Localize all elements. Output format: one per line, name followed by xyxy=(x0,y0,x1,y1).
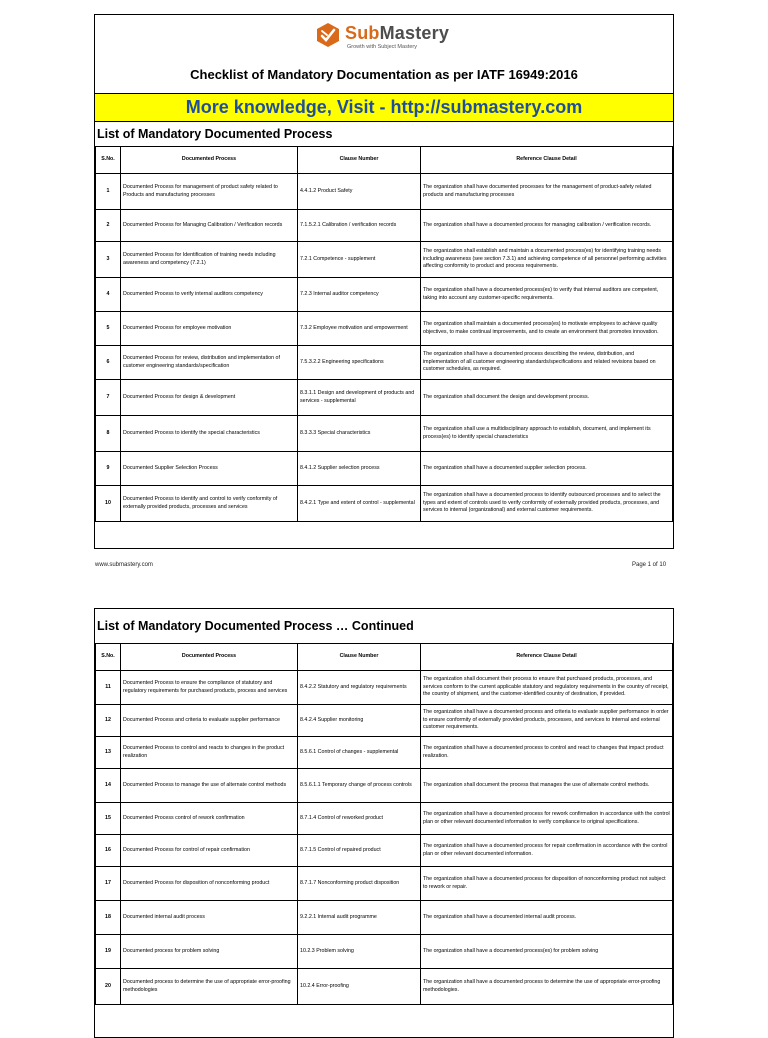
table-row xyxy=(96,380,673,416)
process-cell: Documented Process to manage the use of alternate control methods xyxy=(121,769,298,803)
clause-cell: 7.3.2 Employee motivation and empowerment xyxy=(298,312,421,346)
clause-cell: 8.4.2.1 Type and extent of control - supplemental xyxy=(298,486,421,522)
clause-cell: 7.1.5.2.1 Calibration / verification records xyxy=(298,210,421,242)
sno-cell: 4 xyxy=(96,278,121,312)
clause-cell: 7.5.3.2.2 Engineering specifications xyxy=(298,346,421,380)
process-cell: Documented Process to ensure the compliance of statutory and regulatory requirements for purchased products, process and services xyxy=(121,671,298,705)
clause-cell: 8.7.1.7 Nonconforming product disposition xyxy=(298,867,421,901)
mandatory-process-table-continued xyxy=(95,643,673,1005)
sno-cell: 1 xyxy=(96,174,121,210)
col-header-detail: Reference Clause Detail xyxy=(421,147,673,174)
table-row xyxy=(96,705,673,737)
clause-cell: 9.2.2.1 Internal audit programme xyxy=(298,901,421,935)
logo-wordmark xyxy=(345,23,449,44)
sno-cell: 12 xyxy=(96,705,121,737)
website-banner[interactable]: More knowledge, Visit - http://submastery.com xyxy=(95,93,673,122)
detail-cell: The organization shall document the process that manages the use of alternate control methods. xyxy=(421,769,673,803)
process-cell: Documented Process to identify the special characteristics xyxy=(121,416,298,452)
detail-cell: The organization shall have a documented process to control and react to changes that impact product realization. xyxy=(421,737,673,769)
col-header-sno: S.No. xyxy=(96,644,121,671)
detail-cell: The organization shall have a documented supplier selection process. xyxy=(421,452,673,486)
checklist-page-1 xyxy=(94,14,674,549)
detail-cell: The organization shall have a documented process and criteria to evaluate supplier performance in order to ensure conformity of externally provided products, processes, and services to internal and external customer requirements. xyxy=(421,705,673,737)
col-header-process: Documented Process xyxy=(121,644,298,671)
process-cell: Documented Process for control of repair confirmation xyxy=(121,835,298,867)
sno-cell: 7 xyxy=(96,380,121,416)
detail-cell: The organization shall have a documented process for repair confirmation in accordance with the control plan or other relevant documented information. xyxy=(421,835,673,867)
detail-cell: The organization shall have a documented process to determine the use of appropriate error-proofing methodologies. xyxy=(421,969,673,1005)
detail-cell: The organization shall have a documented process for disposition of nonconforming product not subject to rework or repair. xyxy=(421,867,673,901)
sno-cell: 6 xyxy=(96,346,121,380)
process-cell: Documented Process for Managing Calibration / Verification records xyxy=(121,210,298,242)
clause-cell: 8.7.1.4 Control of reworked product xyxy=(298,803,421,835)
clause-cell: 7.2.1 Competence - supplement xyxy=(298,242,421,278)
col-header-sno: S.No. xyxy=(96,147,121,174)
header xyxy=(95,15,673,93)
process-cell: Documented internal audit process xyxy=(121,901,298,935)
table-row xyxy=(96,416,673,452)
detail-cell: The organization shall establish and maintain a documented process(es) for identifying training needs including awareness (see section 7.3.1) and achieving competence of all personnel performing activities affecting conformity to product and process requirements. xyxy=(421,242,673,278)
process-cell: Documented Process to verify internal auditors competency xyxy=(121,278,298,312)
process-cell: Documented process for problem solving xyxy=(121,935,298,969)
clause-cell: 8.4.2.2 Statutory and regulatory requirements xyxy=(298,671,421,705)
table-header-row xyxy=(96,147,673,174)
table-body xyxy=(96,671,673,1005)
clause-cell: 10.2.3 Problem solving xyxy=(298,935,421,969)
detail-cell: The organization shall document the design and development process. xyxy=(421,380,673,416)
sno-cell: 18 xyxy=(96,901,121,935)
table-row xyxy=(96,210,673,242)
detail-cell: The organization shall have documented processes for the management of product-safety related products and manufacturing processes xyxy=(421,174,673,210)
footer-website-link[interactable]: www.submastery.com xyxy=(95,562,153,568)
table-row xyxy=(96,803,673,835)
detail-cell: The organization shall have a documented process(es) to verify that internal auditors are competent, taking into account any customer-specific requirements. xyxy=(421,278,673,312)
process-cell: Documented Process to identify and control to verify conformity of externally provided products, processes and services xyxy=(121,486,298,522)
footer-page-number: Page 1 of 10 xyxy=(632,562,667,568)
sno-cell: 2 xyxy=(96,210,121,242)
table-row xyxy=(96,737,673,769)
process-cell: Documented Process control of rework confirmation xyxy=(121,803,298,835)
clause-cell: 8.4.2.4 Supplier monitoring xyxy=(298,705,421,737)
table-row xyxy=(96,278,673,312)
document-title: Checklist of Mandatory Documentation as per IATF 16949:2016 xyxy=(190,67,578,82)
detail-cell: The organization shall have a documented process describing the review, distribution, and implementation of all customer engineering standards/specifications and related revisions based on customer schedules, as required. xyxy=(421,346,673,380)
table-row xyxy=(96,867,673,901)
col-header-process: Documented Process xyxy=(121,147,298,174)
sno-cell: 17 xyxy=(96,867,121,901)
sno-cell: 5 xyxy=(96,312,121,346)
detail-cell: The organization shall have a documented process(es) for problem solving xyxy=(421,935,673,969)
table-row xyxy=(96,452,673,486)
table-header-row xyxy=(96,644,673,671)
table-body xyxy=(96,174,673,522)
detail-cell: The organization shall maintain a documented process(es) to motivate employees to achieve quality objectives, to make continual improvements, and to create an environment that promotes innovation. xyxy=(421,312,673,346)
table-row xyxy=(96,174,673,210)
process-cell: Documented Process for review, distribution and implementation of customer engineering standards/specification xyxy=(121,346,298,380)
table-row xyxy=(96,769,673,803)
process-cell: Documented Process to control and reacts to changes in the product realization xyxy=(121,737,298,769)
clause-cell: 7.2.3 Internal auditor competency xyxy=(298,278,421,312)
sno-cell: 16 xyxy=(96,835,121,867)
process-cell: Documented process to determine the use of appropriate error-proofing methodologies xyxy=(121,969,298,1005)
sno-cell: 9 xyxy=(96,452,121,486)
clause-cell: 8.4.1.2 Supplier selection process xyxy=(298,452,421,486)
section-title-continued: List of Mandatory Documented Process … Continued xyxy=(97,619,414,633)
col-header-clause: Clause Number xyxy=(298,644,421,671)
table-row xyxy=(96,346,673,380)
sno-cell: 14 xyxy=(96,769,121,803)
sno-cell: 19 xyxy=(96,935,121,969)
process-cell: Documented Process for Identification of training needs including awareness and competency (7.2.1) xyxy=(121,242,298,278)
table-row xyxy=(96,486,673,522)
sno-cell: 3 xyxy=(96,242,121,278)
table-row xyxy=(96,312,673,346)
detail-cell: The organization shall have a documented process for managing calibration / verification records. xyxy=(421,210,673,242)
clause-cell: 8.5.6.1 Control of changes - supplemental xyxy=(298,737,421,769)
sno-cell: 20 xyxy=(96,969,121,1005)
table-row xyxy=(96,242,673,278)
submastery-logo-icon xyxy=(315,22,341,48)
section-title: List of Mandatory Documented Process xyxy=(97,127,333,141)
clause-cell: 8.7.1.5 Control of repaired product xyxy=(298,835,421,867)
logo-sub-text: Sub xyxy=(345,23,380,43)
table-row xyxy=(96,835,673,867)
col-header-detail: Reference Clause Detail xyxy=(421,644,673,671)
clause-cell: 8.3.1.1 Design and development of products and services - supplemental xyxy=(298,380,421,416)
sno-cell: 15 xyxy=(96,803,121,835)
table-row xyxy=(96,969,673,1005)
sno-cell: 11 xyxy=(96,671,121,705)
process-cell: Documented Supplier Selection Process xyxy=(121,452,298,486)
detail-cell: The organization shall have a documented process to identify outsourced processes and to select the types and extent of controls used to verify conformity of externally provided products, processes, and services to internal (organizational) and external customer requirements. xyxy=(421,486,673,522)
process-cell: Documented Process for disposition of nonconforming product xyxy=(121,867,298,901)
col-header-clause: Clause Number xyxy=(298,147,421,174)
detail-cell: The organization shall use a multidisciplinary approach to establish, document, and implement its process(es) to identify special characteristics xyxy=(421,416,673,452)
detail-cell: The organization shall document their process to ensure that purchased products, processes, and services conform to the current applicable statutory and regulatory requirements in the country of receipt, the country of shipment, and the customer-identified country of destination, if provided. xyxy=(421,671,673,705)
process-cell: Documented Process for employee motivation xyxy=(121,312,298,346)
process-cell: Documented Process and criteria to evaluate supplier performance xyxy=(121,705,298,737)
logo-tagline: Growth with Subject Mastery xyxy=(347,44,417,50)
process-cell: Documented Process for design & development xyxy=(121,380,298,416)
table-row xyxy=(96,935,673,969)
mandatory-process-table xyxy=(95,146,673,522)
process-cell: Documented Process for management of product safety related to Products and manufacturing processes xyxy=(121,174,298,210)
checklist-page-2 xyxy=(94,608,674,1038)
table-row xyxy=(96,901,673,935)
sno-cell: 8 xyxy=(96,416,121,452)
sno-cell: 10 xyxy=(96,486,121,522)
logo-mastery-text: Mastery xyxy=(379,23,450,43)
clause-cell: 8.5.6.1.1 Temporary change of process controls xyxy=(298,769,421,803)
table-row xyxy=(96,671,673,705)
detail-cell: The organization shall have a documented process for rework confirmation in accordance with the control plan or other relevant documented information to verify compliance to original specifications. xyxy=(421,803,673,835)
sno-cell: 13 xyxy=(96,737,121,769)
clause-cell: 10.2.4 Error-proofing xyxy=(298,969,421,1005)
clause-cell: 8.3.3.3 Special characteristics xyxy=(298,416,421,452)
clause-cell: 4.4.1.2 Product Safety xyxy=(298,174,421,210)
detail-cell: The organization shall have a documented internal audit process. xyxy=(421,901,673,935)
